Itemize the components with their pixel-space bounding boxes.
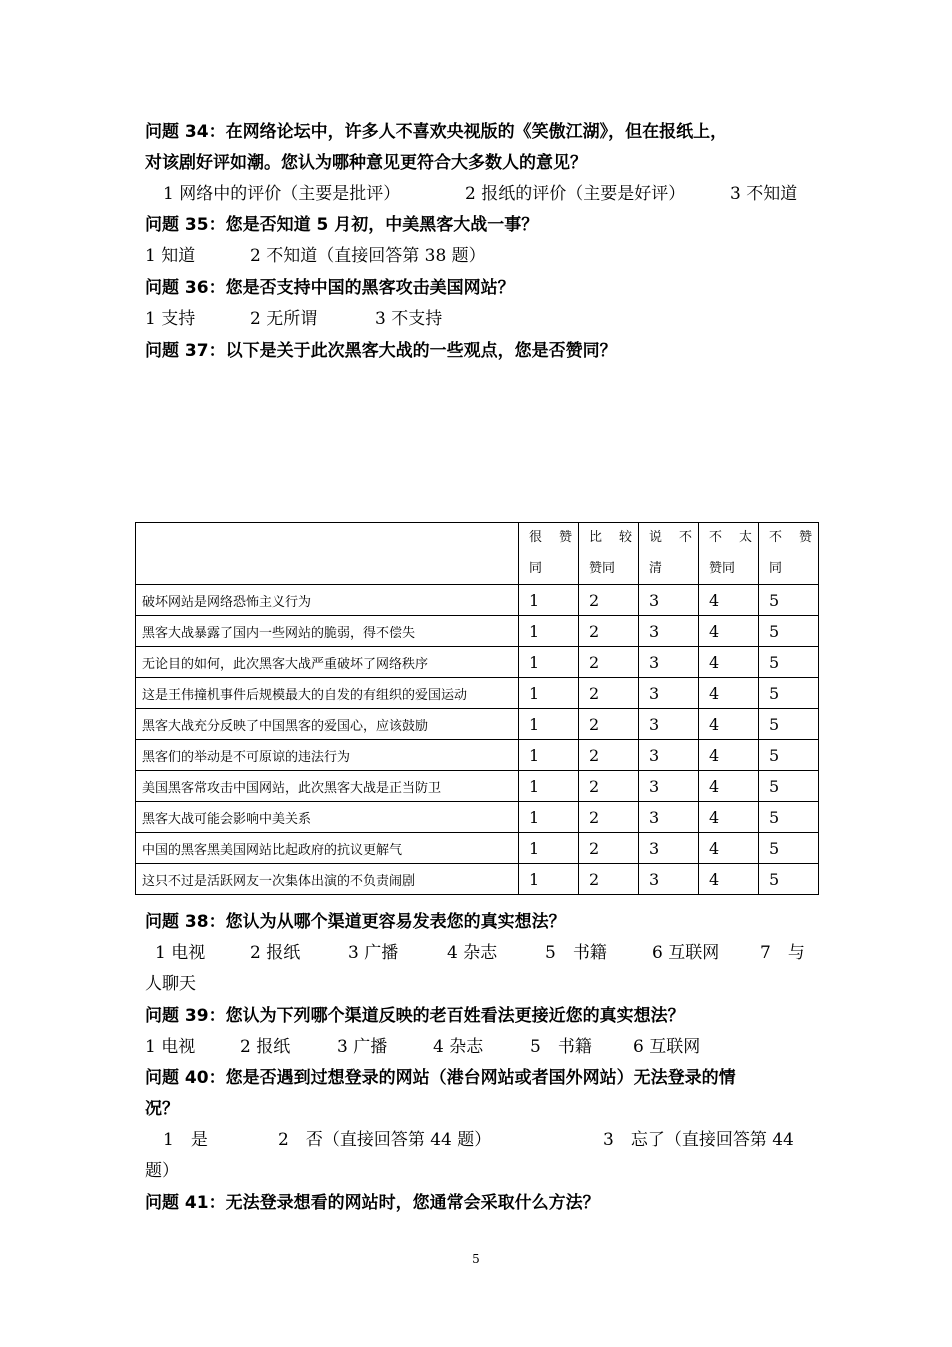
question-40-title-line2: 况？ (145, 1099, 179, 1119)
option: 3 忘了（直接回答第 44 (603, 1130, 794, 1150)
statement-cell: 无论目的如何，此次黑客大战严重破坏了网络秩序 (136, 647, 519, 678)
scale-cell: 3 (639, 740, 699, 771)
scale-cell: 1 (519, 709, 579, 740)
scale-cell: 1 (519, 833, 579, 864)
scale-cell: 5 (759, 647, 819, 678)
option: 2 报纸 (250, 943, 301, 963)
table-row (136, 771, 819, 802)
scale-cell: 5 (759, 864, 819, 895)
question-38-option-wrap: 人聊天 (145, 974, 196, 994)
scale-cell: 1 (519, 616, 579, 647)
scale-cell: 4 (699, 802, 759, 833)
table-row (136, 709, 819, 740)
option: 1 知道 (145, 246, 196, 266)
statement-cell: 黑客们的举动是不可原谅的违法行为 (136, 740, 519, 771)
option: 5 书籍 (530, 1037, 592, 1057)
question-40-option-wrap: 题） (145, 1161, 179, 1181)
scale-cell: 4 (699, 616, 759, 647)
table-row (136, 585, 819, 616)
question-41-title: 问题 41：无法登录想看的网站时，您通常会采取什么方法？ (145, 1193, 600, 1213)
option: 5 书籍 (545, 943, 607, 963)
option: 1 网络中的评价（主要是批评） (163, 184, 401, 204)
header-blank-cell (136, 523, 519, 585)
scale-cell: 5 (759, 740, 819, 771)
table-row (136, 833, 819, 864)
table-row (136, 678, 819, 709)
scale-cell: 4 (699, 771, 759, 802)
scale-cell: 3 (639, 802, 699, 833)
scale-cell: 5 (759, 709, 819, 740)
option: 7 与 (760, 943, 805, 963)
statement-cell: 中国的黑客黑美国网站比起政府的抗议更解气 (136, 833, 519, 864)
scale-cell: 2 (579, 585, 639, 616)
scale-cell: 3 (639, 864, 699, 895)
opinion-table (135, 522, 819, 895)
scale-cell: 4 (699, 864, 759, 895)
scale-cell: 4 (699, 833, 759, 864)
statement-cell: 黑客大战充分反映了中国黑客的爱国心，应该鼓励 (136, 709, 519, 740)
scale-cell: 2 (579, 740, 639, 771)
option: 1 电视 (145, 1037, 196, 1057)
question-39-title: 问题 39：您认为下列哪个渠道反映的老百姓看法更接近您的真实想法？ (145, 1006, 685, 1026)
header-cell: 不 赞 同 (759, 523, 819, 585)
scale-cell: 1 (519, 647, 579, 678)
table-row (136, 616, 819, 647)
header-cell: 很 赞 同 (519, 523, 579, 585)
scale-cell: 3 (639, 678, 699, 709)
statement-cell: 黑客大战可能会影响中美关系 (136, 802, 519, 833)
option: 2 否（直接回答第 44 题） (278, 1130, 492, 1150)
scale-cell: 2 (579, 802, 639, 833)
statement-cell: 这只不过是活跃网友一次集体出演的不负责闹剧 (136, 864, 519, 895)
statement-cell: 黑客大战暴露了国内一些网站的脆弱，得不偿失 (136, 616, 519, 647)
option: 3 广播 (348, 943, 399, 963)
option: 2 无所谓 (250, 309, 318, 329)
option: 1 支持 (145, 309, 196, 329)
option: 3 不支持 (375, 309, 443, 329)
statement-cell: 美国黑客常攻击中国网站，此次黑客大战是正当防卫 (136, 771, 519, 802)
scale-cell: 1 (519, 678, 579, 709)
question-34-title-line2: 对该剧好评如潮。您认为哪种意见更符合大多数人的意见？ (145, 153, 587, 173)
statement-cell: 这是王伟撞机事件后规模最大的自发的有组织的爱国运动 (136, 678, 519, 709)
scale-cell: 1 (519, 740, 579, 771)
question-35-title: 问题 35：您是否知道 5 月初，中美黑客大战一事？ (145, 215, 539, 235)
question-38-title: 问题 38：您认为从哪个渠道更容易发表您的真实想法？ (145, 912, 566, 932)
option: 3 不知道 (730, 184, 798, 204)
scale-cell: 3 (639, 616, 699, 647)
option: 2 不知道（直接回答第 38 题） (250, 246, 486, 266)
option: 4 杂志 (433, 1037, 484, 1057)
scale-cell: 5 (759, 833, 819, 864)
scale-cell: 3 (639, 647, 699, 678)
scale-cell: 4 (699, 647, 759, 678)
question-37-title: 问题 37：以下是关于此次黑客大战的一些观点，您是否赞同？ (145, 341, 617, 361)
option: 4 杂志 (447, 943, 498, 963)
scale-cell: 3 (639, 833, 699, 864)
scale-cell: 2 (579, 647, 639, 678)
scale-cell: 4 (699, 678, 759, 709)
scale-cell: 2 (579, 833, 639, 864)
table-header-row (136, 523, 819, 585)
scale-cell: 4 (699, 740, 759, 771)
table-row (136, 864, 819, 895)
scale-cell: 2 (579, 771, 639, 802)
question-40-title-line1: 问题 40：您是否遇到过想登录的网站（港台网站或者国外网站）无法登录的情 (145, 1068, 736, 1088)
scale-cell: 4 (699, 585, 759, 616)
scale-cell: 1 (519, 802, 579, 833)
scale-cell: 5 (759, 585, 819, 616)
scale-cell: 3 (639, 709, 699, 740)
option: 3 广播 (337, 1037, 388, 1057)
header-cell: 说 不 清 (639, 523, 699, 585)
scale-cell: 1 (519, 585, 579, 616)
scale-cell: 5 (759, 802, 819, 833)
scale-cell: 4 (699, 709, 759, 740)
scale-cell: 1 (519, 864, 579, 895)
question-34-title-line1: 问题 34：在网络论坛中，许多人不喜欢央视版的《笑傲江湖》，但在报纸上， (145, 122, 728, 142)
table-row (136, 740, 819, 771)
scale-cell: 3 (639, 585, 699, 616)
table-row (136, 647, 819, 678)
scale-cell: 2 (579, 678, 639, 709)
scale-cell: 1 (519, 771, 579, 802)
scale-cell: 2 (579, 616, 639, 647)
header-cell: 不 太 赞同 (699, 523, 759, 585)
option: 2 报纸 (240, 1037, 291, 1057)
statement-cell: 破坏网站是网络恐怖主义行为 (136, 585, 519, 616)
question-36-title: 问题 36：您是否支持中国的黑客攻击美国网站？ (145, 278, 515, 298)
scale-cell: 2 (579, 709, 639, 740)
option: 6 互联网 (633, 1037, 701, 1057)
scale-cell: 5 (759, 771, 819, 802)
scale-cell: 5 (759, 616, 819, 647)
option: 1 是 (163, 1130, 208, 1150)
scale-cell: 5 (759, 678, 819, 709)
page-number: 5 (472, 1252, 480, 1266)
option: 6 互联网 (652, 943, 720, 963)
scale-cell: 3 (639, 771, 699, 802)
option: 2 报纸的评价（主要是好评） (465, 184, 686, 204)
option: 1 电视 (155, 943, 206, 963)
table-row (136, 802, 819, 833)
scale-cell: 2 (579, 864, 639, 895)
header-cell: 比 较 赞同 (579, 523, 639, 585)
